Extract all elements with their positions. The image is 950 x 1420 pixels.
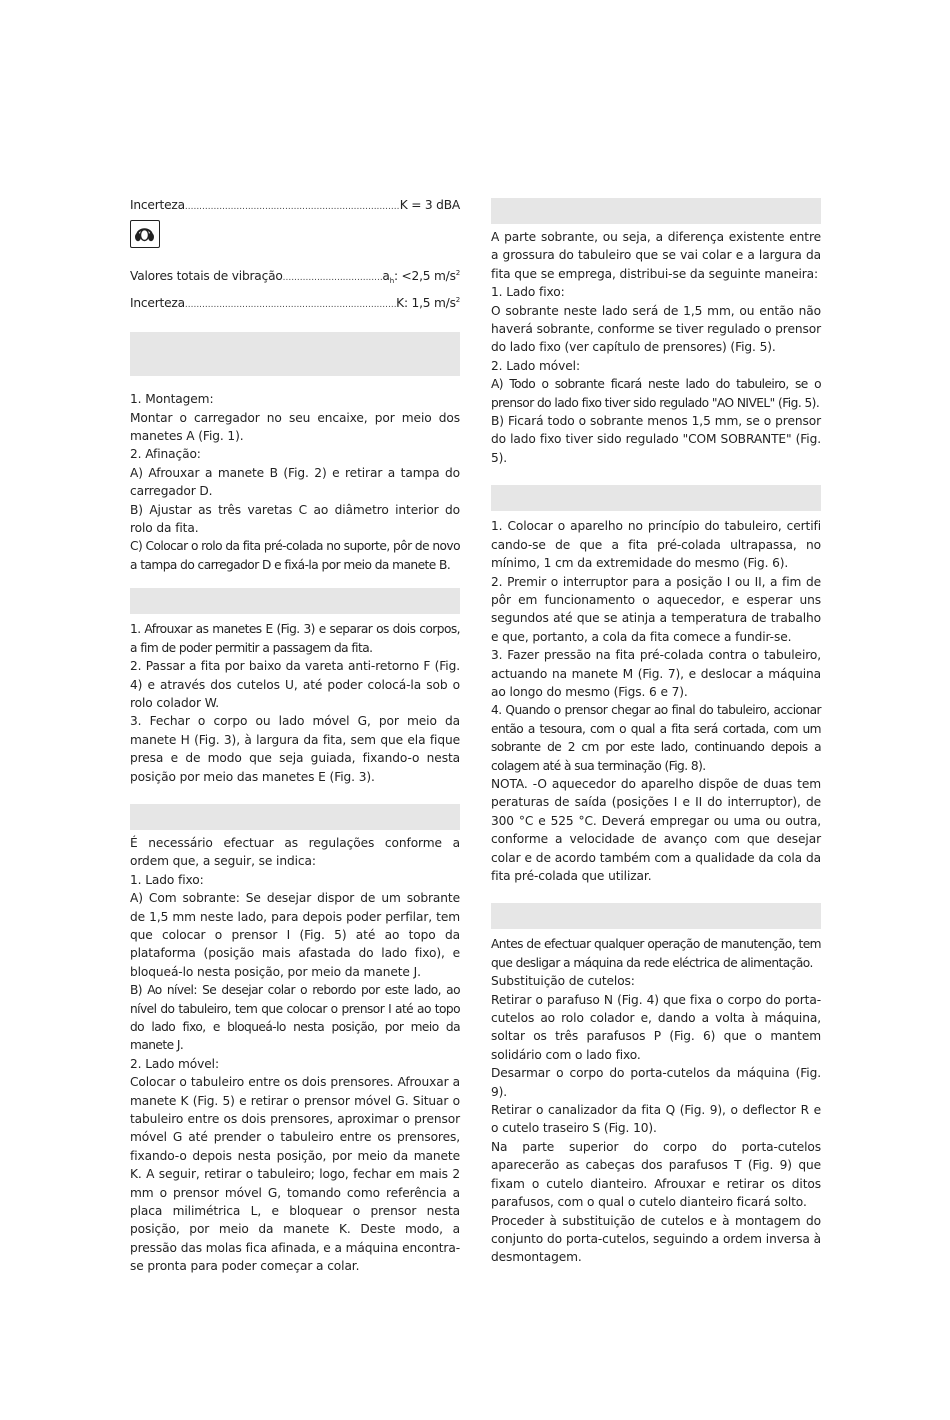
paragraph: O sobrante neste lado será de 1,5 mm, ou então não haverá sobrante, conforme se tiver regulado o prensor do lado fixo (ver capítulo de prensores) (Fig. 5). bbox=[491, 303, 821, 355]
paragraph: Montar o carregador no seu encaixe, por meio dos manetes A (Fig. 1). bbox=[130, 410, 460, 444]
paragraph: A) Com sobrante: Se desejar dispor de um sobrante de 1,5 mm neste lado, para depois poder perfilar, tem que colocar o prensor I (Fig. 5) até ao topo da plataforma (posição mais afastada do lado fixo), e bloqueá-lo nesta posição, por meio da manete J. bbox=[130, 891, 460, 979]
paragraph: 2. Premir o interruptor para a posição I ou II, a fim de pôr em funcionamento o aquecedor, e esperar uns segundos até que se atinja a temperatura de trabalho e que, portanto, a cola da fita comece a fundir-se. bbox=[491, 574, 821, 644]
paragraph: 1. Montagem: bbox=[130, 392, 214, 407]
paragraph: 1. Lado fixo: bbox=[130, 872, 204, 887]
spec-vibration: Valores totais de vibração ..... $a_h$: <2,5 $m/s^2$ bbox=[130, 264, 460, 290]
spec-uncertainty-noise: Incerteza ..... K = 3 dBA bbox=[130, 196, 460, 216]
paragraph: Proceder à substituição de cutelos e à montagem do conjunto do porta-cutelos, seguindo a ordem inversa à desmontagem. bbox=[491, 1213, 821, 1265]
section-heading-bar bbox=[130, 588, 460, 614]
paragraph: 4. Quando o prensor chegar ao final do tabuleiro, accionar então a tesoura, com o qual a fita será cortada, com um sobrante de 2 cm por este lado, continuando depois a colagem até à sua terminação (Fig. 8). bbox=[491, 703, 821, 773]
paragraph: Retirar o parafuso N (Fig. 4) que fixa o corpo do porta-cutelos ao rolo colador e, dando a volta à máquina, soltar os três parafusos P (Fig. 6) que o mantem solidário com o lado fixo. bbox=[491, 992, 821, 1062]
section-heading-bar bbox=[491, 485, 821, 511]
paragraph: A parte sobrante, ou seja, a diferença existente entre a grossura do tabuleiro que se vai colar e a largura da fita que se emprega, distribui-se da seguinte maneira: bbox=[491, 230, 821, 281]
paragraph: NOTA. -O aquecedor do aparelho dispõe de duas tem peraturas de saída (posições I e II do interruptor), de 300 °C e 525 °C. Deverá empregar ou uma ou outra, conforme a velocidade de avanço com que desejar colar e de acordo também com a qualidade da cola da fita pré-colada que utilizar. bbox=[491, 776, 821, 883]
paragraph: Substituição de cutelos: bbox=[491, 974, 635, 989]
paragraph: Na parte superior do corpo do porta-cutelos aparecerão as cabeças dos parafusos T (Fig. 9) que fixam o cutelo dianteiro. Afrouxar e retirar os ditos parafusos, com o qual o cutelo dianteiro ficará solto. bbox=[491, 1139, 821, 1210]
paragraph: Retirar o canalizador da fita Q (Fig. 9), o deflector R e o cutelo traseiro S (Fig. 10). bbox=[491, 1103, 821, 1136]
paragraph: B) Ajustar as três varetas C ao diâmetro interior do rolo da fita. bbox=[130, 502, 460, 536]
paragraph: 1. Afrouxar as manetes E (Fig. 3) e separar os dois corpos, a fim de poder permitir a passagem da fita. bbox=[130, 622, 460, 655]
paragraph: É necessário efectuar as regulações conforme a ordem que, a seguir, se indica: bbox=[130, 835, 460, 869]
paragraph: 2. Afinação: bbox=[130, 447, 201, 462]
paragraph: B) Ao nível: Se desejar colar o rebordo por este lado, ao nível do tabuleiro, tem que colocar o prensor I até ao topo do lado fixo, e bloqueá-lo nesta posição, por meio da manete J. bbox=[130, 983, 460, 1053]
left-column bbox=[130, 196, 460, 1276]
paragraph: Colocar o tabuleiro entre os dois prensores. Afrouxar a manete K (Fig. 5) e retirar o prensor móvel G. Situar o tabuleiro entre os dois prensores, aproximar o prensor móvel G até prender o tabuleiro entre os prensores, fixando-o depois nesta posição, por meio da manete K. A seguir, retirar o tabuleiro; logo, fechar em mais 2 mm o prensor móvel G, tomando como referência a placa milimétrica L, e bloquear o prensor nesta posição, por meio da manete K. Deste modo, a pressão das molas fica afinada, e a máquina encontra-se pronta para poder começar a colar. bbox=[130, 1075, 460, 1274]
paragraph: 2. Lado móvel: bbox=[130, 1056, 219, 1071]
paragraph: B) Ficará todo o sobrante menos 1,5 mm, se o prensor do lado fixo tiver sido regulado "COM SOBRANTE" (Fig. 5). bbox=[491, 414, 821, 465]
section-heading-bar bbox=[130, 804, 460, 830]
paragraph: 2. Passar a fita por baixo da vareta anti-retorno F (Fig. 4) e através dos cutelos U, até poder colocá-la sob o rolo colador W. bbox=[130, 659, 460, 710]
right-column bbox=[491, 198, 821, 1267]
paragraph: Antes de efectuar qualquer operação de manutenção, tem que desligar a máquina da rede eléctrica de alimentação. bbox=[491, 937, 821, 970]
paragraph: A) Todo o sobrante ficará neste lado do tabuleiro, se o prensor do lado fixo tiver sido regulado "AO NIVEL" (Fig. 5). bbox=[491, 377, 821, 410]
paragraph: Desarmar o corpo do porta-cutelos da máquina (Fig. 9). bbox=[491, 1066, 821, 1099]
paragraph: 1. Lado fixo: bbox=[491, 285, 565, 300]
paragraph: 2. Lado móvel: bbox=[491, 358, 580, 373]
ear-protection-icon bbox=[130, 220, 160, 248]
paragraph: 3. Fazer pressão na fita pré-colada contra o tabuleiro, actuando na manete M (Fig. 7), e deslocar a máquina ao longo do mesmo (Figs. 6 e 7). bbox=[491, 648, 821, 699]
paragraph: A) Afrouxar a manete B (Fig. 2) e retirar a tampa do carregador D. bbox=[130, 465, 460, 499]
paragraph: C) Colocar o rolo da fita pré-colada no suporte, pôr de novo a tampa do carregador D e fixá-la por meio da manete B. bbox=[130, 539, 460, 572]
paragraph: 3. Fechar o corpo ou lado móvel G, por meio da manete H (Fig. 3), à largura da fita, sem que ela fique presa e de modo que seja guiada, fixando-o nesta posição por meio das manetes E (Fig. 3). bbox=[130, 714, 460, 784]
section-heading-bar bbox=[491, 903, 821, 929]
section-heading-bar bbox=[130, 332, 460, 376]
paragraph: 1. Colocar o aparelho no princípio do tabuleiro, certifi cando-se de que a fita pré-colada ultrapassa, no mínimo, 1 cm da extremidade do mesmo (Fig. 6). bbox=[491, 519, 821, 571]
section-heading-bar bbox=[491, 198, 821, 224]
spec-uncertainty-vibration: Incerteza ..... K: 1,5 $m/s^2$ bbox=[130, 291, 460, 314]
